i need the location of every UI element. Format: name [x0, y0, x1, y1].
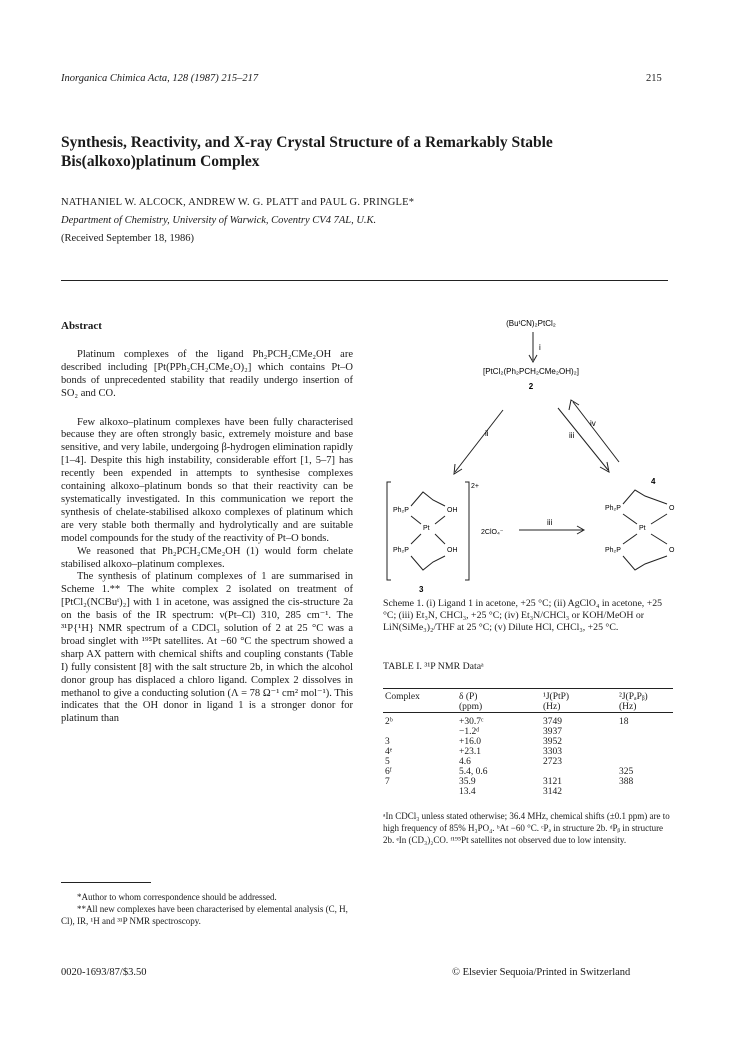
table-title: TABLE I. ³¹P NMR Dataᵃ	[383, 661, 484, 672]
ring-4-top	[623, 490, 667, 504]
ph2p-3b: Ph₂P	[393, 547, 409, 554]
table-cell-j1: 3749	[543, 717, 562, 727]
label-3: 3	[419, 585, 424, 594]
table-cell-j2	[617, 757, 673, 767]
table-cell-j2	[617, 787, 673, 797]
table-row	[383, 777, 673, 787]
step-i-label: i	[539, 343, 541, 352]
arrow-head-ii	[454, 464, 462, 474]
table-cell-delta: 13.4	[459, 787, 476, 797]
bond-4c	[623, 534, 637, 544]
table-cell-complex	[383, 727, 457, 737]
article-authors: NATHANIEL W. ALCOCK, ANDREW W. G. PLATT and PAUL G. PRINGLE*	[61, 197, 415, 208]
table-row	[383, 727, 673, 737]
scheme-start-compound: (BuᵗCN)₂PtCl₂	[506, 319, 556, 328]
footnote-1: *Author to whom correspondence should be addressed.	[77, 892, 277, 902]
step-iii-diag-label: iii	[569, 431, 575, 440]
table-row	[383, 767, 673, 777]
nmr-table	[383, 688, 673, 797]
compound-2: [PtCl₂(Ph₂PCH₂CMe₂OH)₂]	[483, 367, 579, 376]
left-column	[61, 320, 353, 726]
table-cell-j2: 18	[619, 717, 629, 727]
th-delta: δ (P) (ppm)	[459, 692, 483, 712]
th-complex: Complex	[385, 692, 420, 702]
table-row	[383, 737, 673, 747]
table-cell-j2	[617, 737, 673, 747]
arrow-step-iv	[573, 402, 619, 462]
table-cell-j2	[617, 727, 673, 737]
table-row	[383, 787, 673, 797]
table-cell-j1: 3121	[543, 777, 562, 787]
pt-3: Pt	[423, 525, 430, 532]
issn: 0020-1693/87/$3.50	[61, 967, 147, 978]
table-cell-j2	[617, 747, 673, 757]
table-cell-complex: 5	[385, 757, 390, 767]
body-paragraph-2: We reasoned that Ph₂PCH₂CMe₂OH (1) would form chelate stabilised alkoxo–platinum complexes.	[61, 545, 353, 570]
table-cell-delta: 35.9	[459, 777, 476, 787]
nmr-table-wrap	[383, 688, 673, 797]
table-cell-j1: 3142	[543, 787, 562, 797]
article-title: Synthesis, Reactivity, and X-ray Crystal Structure of a Remarkably Stable Bis(alkoxo)platinum Complex	[61, 134, 553, 170]
bracket-left	[387, 482, 391, 580]
charge-label: 2+	[471, 483, 479, 490]
pt-4: Pt	[639, 525, 646, 532]
author-affiliation: Department of Chemistry, University of Warwick, Coventry CV4 7AL, U.K.	[61, 215, 377, 226]
footnote-divider	[61, 882, 151, 883]
abstract-heading: Abstract	[61, 320, 102, 332]
table-cell-j2: 325	[619, 767, 634, 777]
ring-3-bottom	[411, 556, 445, 570]
table-cell-complex: 3	[385, 737, 390, 747]
table-cell-complex: 6ᶠ	[385, 767, 392, 777]
oh-3b: OH	[447, 547, 458, 554]
step-iii-label: iii	[547, 518, 553, 527]
table-cell-j2: 388	[619, 777, 634, 787]
body-paragraph-3: The synthesis of platinum complexes of 1 are summarised in Scheme 1.** The white complex 2 isolated on treatment of [PtCl₂(NCBuᵗ)₂] with 1 in acetone, was assigned the cis-structure 2a on the basis of the IR spectrum: ν(Pt–Cl) 310, 285 cm⁻¹. The ³¹P{¹H} NMR spectrum of a CDCl₃ solution of 2 at 25 °C was a broad singlet with ¹⁹⁵Pt satellites. At −60 °C the spectrum showed a sharp AX pattern with chemical shifts and coupling constants (Table I) fully consistent [8] with the salt structure 2b, in which the alcohol donor group has displaced a chloro ligand. Complex 2 dissolves in methanol to give a conducting solution (Λ = 78 Ω⁻¹ cm² mol⁻¹). This indicates that the OH donor in ligand 1 is a stronger donor for platinum than	[61, 571, 353, 725]
table-row	[383, 713, 673, 728]
step-ii-label: ii	[485, 429, 489, 438]
table-cell-j1	[541, 767, 617, 777]
ring-4-bottom	[623, 556, 667, 570]
footnote-2: **All new complexes have been characterised by elemental analysis (C, H, Cl), IR, ¹H and ³¹P NMR spectroscopy.	[61, 904, 348, 926]
step-iv-label: iv	[590, 419, 596, 428]
table-cell-j1: 3952	[543, 737, 562, 747]
footnotes	[61, 891, 353, 927]
bond-3d	[435, 534, 445, 544]
received-date: (Received September 18, 1986)	[61, 233, 194, 244]
bond-3a	[411, 516, 421, 524]
th-j2: ²J(PₐPᵦ) (Hz)	[619, 692, 648, 712]
arrow-head-iii-diag	[600, 462, 609, 472]
table-row	[383, 757, 673, 767]
ph2p-3a: Ph₂P	[393, 507, 409, 514]
copyright: © Elsevier Sequoia/Printed in Switzerland	[452, 967, 631, 978]
ring-3-top	[411, 492, 445, 506]
page-number: 215	[646, 73, 662, 84]
bond-3b	[435, 516, 445, 524]
table-cell-j1: 3937	[543, 727, 562, 737]
table-row	[383, 747, 673, 757]
table-cell-complex: 2ᵇ	[385, 717, 393, 727]
bond-3c	[411, 534, 421, 544]
bracket-right	[465, 482, 469, 580]
o-4b: O	[669, 547, 675, 554]
counter-ion: 2ClO₄⁻	[481, 529, 504, 536]
label-2: 2	[528, 382, 534, 391]
body-paragraph-1: Few alkoxo–platinum complexes have been fully characterised because they are often strongly basic, extremely moisture and base sensitive, and very labile, undergoing β-hydrogen elimination rapidly [1–4]. Despite this high instability, considerable effort [1, 5–7] has recently been expended in attempts to synthesise complexes containing alkoxo–platinum bonds so that their reactivity can be systematically investigated. In this communication we report the synthesis of chelate-stabilised alkoxo complexes of platinum which are very stable both thermally and hydrolytically and are suitable model compounds for the study of the reactivity of Pt–O bonds.	[61, 416, 353, 544]
table-cell-complex	[383, 787, 457, 797]
arrow-step-ii	[455, 410, 503, 472]
journal-citation: Inorganica Chimica Acta, 128 (1987) 215–217	[61, 73, 259, 84]
table-cell-delta: +30.7ᶜ	[459, 717, 484, 727]
th-j1: ¹J(PtP) (Hz)	[543, 692, 570, 712]
reaction-scheme	[383, 312, 683, 594]
o-4a: O	[669, 505, 675, 512]
oh-3a: OH	[447, 507, 458, 514]
ph2p-4a: Ph₂P	[605, 505, 621, 512]
table-notes: ᵃIn CDCl₃ unless stated otherwise; 36.4 MHz, chemical shifts (±0.1 ppm) are to high frequency of 85% H₃PO₄. ᵇAt −60 °C. ᶜPₐ in structure 2b. ᵈPᵦ in structure 2b. ᵉIn (CD₃)₂CO. ᶠ¹⁹⁵Pt satellites not observed due to low intensity.	[383, 811, 670, 845]
table-cell-j1: 2723	[543, 757, 562, 767]
table-cell-delta: +16.0	[459, 737, 481, 747]
scheme-caption: Scheme 1. (i) Ligand 1 in acetone, +25 °C; (ii) AgClO₄ in acetone, +25 °C; (iii) Et₃N, CHCl₃, +25 °C; (iv) Et₃N/CHCl₃ or KOH/MeOH or LiN(SiMe₃)₂/THF at 25 °C; (v) Dilute HCl, CHCl₃, +25 °C.	[383, 598, 663, 633]
arrow-step-iii-diag	[558, 408, 608, 470]
table-cell-delta: 5.4, 0.6	[459, 767, 488, 777]
bond-4a	[623, 514, 637, 524]
ph2p-4b: Ph₂P	[605, 547, 621, 554]
header-divider	[61, 280, 668, 281]
table-cell-delta: +23.1	[459, 747, 481, 757]
table-cell-complex: 4ᵉ	[385, 747, 393, 757]
table-cell-delta: 4.6	[459, 757, 471, 767]
table-cell-j1: 3303	[543, 747, 562, 757]
label-4: 4	[651, 477, 656, 486]
abstract-text: Platinum complexes of the ligand Ph₂PCH₂CMe₂OH are described including [Pt(PPh₂CH₂CMe₂O)₂] which contains Pt–O bonds of unprecedented stability that readily undergo insertion of SO₂ and CO.	[61, 348, 353, 399]
bond-4d	[651, 534, 667, 544]
bond-4b	[651, 514, 667, 524]
table-cell-delta: −1.2ᵈ	[459, 727, 480, 737]
table-cell-complex: 7	[385, 777, 390, 787]
